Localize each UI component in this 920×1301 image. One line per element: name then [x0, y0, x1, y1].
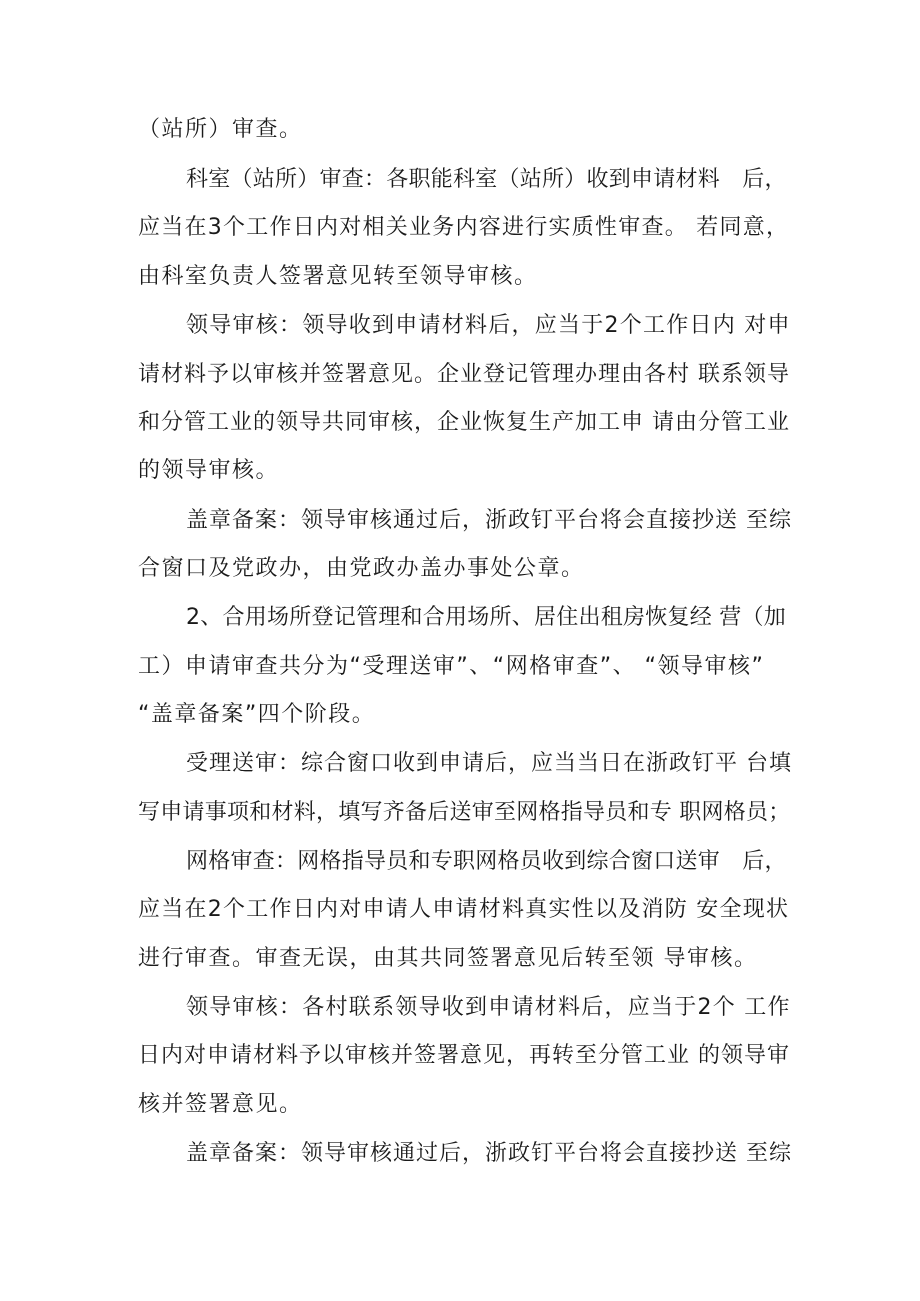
text-line-21: 核并签署意见。	[138, 1092, 303, 1117]
text-line-14: 受理送审：综合窗口收到申请后，应当当日在浙政钉平 台填	[186, 751, 792, 776]
text-line-19: 领导审核：各村联系领导收到申请材料后，应当于2个 工作	[186, 995, 791, 1020]
text-line-16: 网格审查：网格指导员和专职网格员收到综合窗口送审 后，	[186, 849, 787, 874]
text-line-17: 应当在2个工作日内对申请人申请材料真实性以及消防 安全现状	[138, 897, 790, 922]
text-line-3: 应当在3个工作日内对相关业务内容进行实质性审查。 若同意，	[138, 215, 790, 240]
text-line-22: 盖章备案：领导审核通过后，浙政钉平台将会直接抄送 至综	[186, 1141, 792, 1166]
text-line-6: 请材料予以审核并签署意见。企业登记管理办理由各村 联系领导	[138, 362, 790, 387]
text-line-1: （站所）审查。	[138, 117, 303, 142]
text-line-10: 合窗口及党政办，由党政办盖办事处公章。	[138, 556, 585, 581]
text-line-8: 的领导审核。	[138, 458, 280, 483]
text-line-4: 由科室负责人签署意见转至领导审核。	[138, 264, 538, 289]
text-line-12: 工）申请审查共分为“受理送审”、“网格审查”、 “领导审核”	[138, 654, 765, 679]
text-line-13: “盖章备案”四个阶段。	[138, 702, 376, 727]
text-line-18: 进行审查。审查无误，由其共同签署意见后转至领 导审核。	[138, 946, 758, 971]
text-line-7: 和分管工业的领导共同审核，企业恢复生产加工申 请由分管工业	[138, 410, 790, 435]
text-line-15: 写申请事项和材料，填写齐备后送审至网格指导员和专 职网格员；	[138, 800, 791, 825]
text-line-20: 日内对申请材料予以审核并签署意见，再转至分管工业 的领导审	[138, 1043, 790, 1068]
text-line-2: 科室（站所）审查：各职能科室（站所）收到申请材料 后，	[186, 167, 787, 192]
text-line-9: 盖章备案：领导审核通过后，浙政钉平台将会直接抄送 至综	[186, 508, 792, 533]
text-line-11: 2、合用场所登记管理和合用场所、居住出租房恢复经 营（加	[186, 605, 786, 630]
text-line-5: 领导审核：领导收到申请材料后，应当于2个工作日内 对申	[186, 313, 791, 338]
